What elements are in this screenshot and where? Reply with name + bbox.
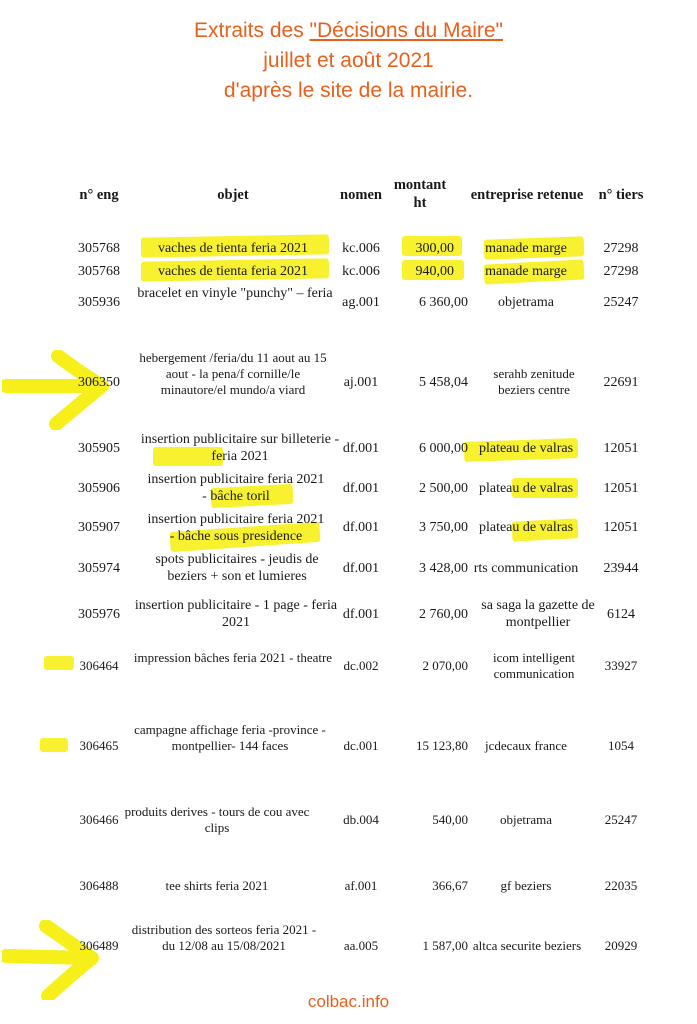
- cell-tiers: 23944: [603, 561, 639, 576]
- cell-tiers: 33927: [604, 658, 638, 673]
- cell-tiers: 6124: [607, 607, 635, 622]
- header-line-3: d'après le site de la mairie.: [223, 79, 474, 102]
- cell-entreprise: gf beziers: [500, 878, 552, 893]
- cell-nomen: dc.001: [343, 738, 379, 753]
- cell-montant: 5 458,04: [419, 375, 468, 390]
- cell-tiers: 25247: [603, 295, 639, 310]
- cell-entreprise: plateau de valras: [478, 441, 574, 456]
- cell-objet: spots publicitaires - jeudis de beziers + son et lumieres: [155, 552, 319, 584]
- cell-eng: 305768: [78, 241, 120, 256]
- cell-eng: 305936: [78, 295, 120, 310]
- cell-montant: 3 750,00: [419, 520, 468, 535]
- cell-tiers: 20929: [604, 938, 638, 953]
- cell-nomen: aa.005: [343, 938, 379, 953]
- cell-nomen: db.004: [343, 812, 379, 827]
- header-line-2: juillet et août 2021: [263, 49, 434, 72]
- cell-montant: 540,00: [432, 812, 468, 827]
- cell-entreprise: manade marge: [485, 264, 567, 279]
- cell-entreprise: icom intelligent communication: [493, 650, 575, 681]
- footer-site[interactable]: colbac.info: [307, 992, 390, 1011]
- cell-eng: 306466: [79, 812, 119, 827]
- cell-tiers: 22691: [603, 375, 639, 390]
- cell-objet: campagne affichage feria -province - montpellier- 144 faces: [134, 722, 326, 753]
- cell-entreprise: jcdecaux france: [485, 738, 567, 753]
- cell-objet: tee shirts feria 2021: [165, 878, 269, 893]
- cell-objet: insertion publicitaire - 1 page - feria 2021: [134, 598, 338, 630]
- cell-eng: 305768: [78, 264, 120, 279]
- cell-objet: bracelet en vinyle "punchy" – feria: [137, 286, 333, 301]
- yellow-arrow-icon: [2, 920, 102, 1000]
- cell-entreprise: plateau de valras: [478, 520, 574, 535]
- decisions-link[interactable]: "Décisions du Maire": [309, 19, 504, 42]
- cell-objet: insertion publicitaire sur billeterie - feria 2021: [140, 432, 340, 464]
- cell-nomen: df.001: [342, 481, 380, 496]
- cell-eng: 306464: [79, 658, 119, 673]
- cell-tiers: 27298: [603, 241, 639, 256]
- cell-tiers: 25247: [604, 812, 638, 827]
- cell-nomen: kc.006: [342, 241, 380, 256]
- cell-montant: 6 360,00: [419, 295, 468, 310]
- cell-objet: vaches de tienta feria 2021: [157, 264, 309, 279]
- cell-objet: vaches de tienta feria 2021: [157, 241, 309, 256]
- cell-tiers: 27298: [603, 264, 639, 279]
- cell-eng: 305906: [78, 481, 120, 496]
- cell-tiers: 22035: [604, 878, 638, 893]
- cell-eng: 306489: [79, 938, 119, 953]
- cell-eng: 306465: [79, 738, 119, 753]
- cell-nomen: df.001: [342, 520, 380, 535]
- col-header-objet: objet: [217, 187, 249, 203]
- cell-entreprise: serahb zenitude beziers centre: [493, 366, 575, 397]
- cell-objet: produits derives - tours de cou avec clips: [124, 804, 310, 835]
- cell-montant: 300,00: [415, 241, 454, 256]
- cell-nomen: df.001: [342, 561, 380, 576]
- header-prefix: Extraits des: [193, 19, 310, 42]
- cell-nomen: df.001: [342, 607, 380, 622]
- cell-montant: 2 500,00: [419, 481, 468, 496]
- cell-tiers: 12051: [603, 520, 639, 535]
- cell-montant: 940,00: [415, 264, 454, 279]
- cell-eng: 306488: [79, 878, 119, 893]
- cell-nomen: df.001: [342, 441, 380, 456]
- col-header-montant: montant ht: [393, 177, 447, 211]
- cell-entreprise: sa saga la gazette de montpellier: [481, 598, 595, 630]
- cell-objet: insertion publicitaire feria 2021 - bâche toril: [147, 472, 325, 504]
- cell-montant: 15 123,80: [416, 738, 468, 753]
- cell-montant: 3 428,00: [419, 561, 468, 576]
- cell-eng: 305974: [78, 561, 120, 576]
- col-header-nomen: nomen: [340, 187, 382, 203]
- cell-montant: 366,67: [432, 878, 468, 893]
- cell-objet: insertion publicitaire feria 2021 - bâche sous presidence: [147, 512, 325, 544]
- cell-entreprise: objetrama: [498, 295, 554, 310]
- cell-montant: 2 760,00: [419, 607, 468, 622]
- cell-entreprise: rts communication: [473, 561, 579, 576]
- cell-objet: hebergement /feria/du 11 aout au 15 aout - la pena/f cornille/le minautore/el mundo/a viard: [139, 350, 327, 397]
- cell-eng: 306350: [78, 375, 120, 390]
- cell-objet: impression bâches feria 2021 - theatre: [133, 650, 333, 665]
- cell-eng: 305907: [78, 520, 120, 535]
- cell-tiers: 1054: [608, 738, 634, 753]
- cell-nomen: aj.001: [343, 375, 379, 390]
- cell-nomen: dc.002: [343, 658, 379, 673]
- cell-nomen: kc.006: [342, 264, 380, 279]
- cell-tiers: 12051: [603, 481, 639, 496]
- cell-eng: 305905: [78, 441, 120, 456]
- cell-eng: 305976: [78, 607, 120, 622]
- cell-nomen: ag.001: [342, 295, 380, 310]
- cell-objet: distribution des sorteos feria 2021 - du 12/08 au 15/08/2021: [131, 922, 317, 953]
- cell-montant: 6 000,00: [419, 441, 468, 456]
- cell-nomen: af.001: [344, 878, 378, 893]
- cell-tiers: 12051: [603, 441, 639, 456]
- col-header-entreprise: entreprise retenue: [470, 187, 584, 203]
- cell-entreprise: plateau de valras: [478, 481, 574, 496]
- cell-montant: 2 070,00: [422, 658, 468, 673]
- cell-montant: 1 587,00: [422, 938, 468, 953]
- col-header-eng: n° eng: [79, 187, 119, 203]
- cell-entreprise: altca securite beziers: [472, 938, 582, 953]
- cell-entreprise: objetrama: [500, 812, 552, 827]
- cell-entreprise: manade marge: [485, 241, 567, 256]
- col-header-tiers: n° tiers: [598, 187, 644, 203]
